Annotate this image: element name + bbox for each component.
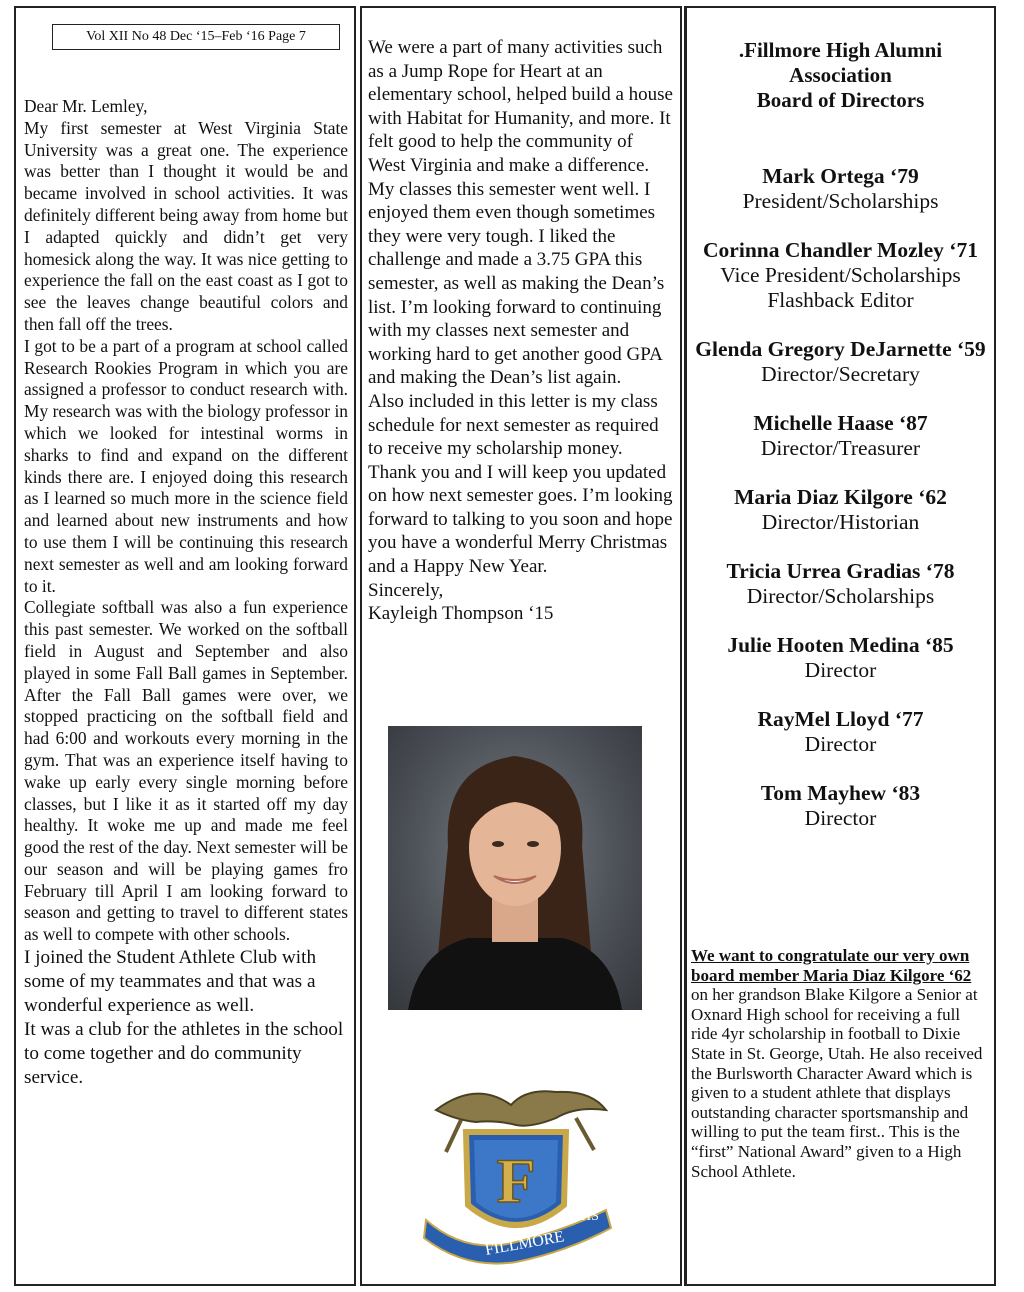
board-member-list: [691, 164, 990, 855]
congrats-body: on her grandson Blake Kilgore a Senior at Oxnard High school for receiving a full ride 4yr scholarship in football to Dixie State in St. George, Utah. He also received the Burlsworth Character Award which is given to a student athlete that displays outstanding character sportsmanship and willing to put the team first.. This is the “first” National Award” given to a High School Athlete.: [691, 985, 983, 1181]
congrats-heading: We want to congratulate our very own board member Maria Diaz Kilgore ‘62: [691, 946, 972, 985]
board-member: [691, 238, 990, 313]
board-member: [691, 485, 990, 535]
member-role: Director: [804, 732, 877, 756]
board-member: [691, 559, 990, 609]
member-role-secondary: Flashback Editor: [767, 288, 914, 312]
congratulations-notice: [691, 946, 990, 1181]
letter-paragraph: My classes this semester went well. I enjoyed them even though sometimes they were very tough. I liked the challenge and made a 3.75 GPA this semester, as well as making the Dean’s list. I’m looking forward to continuing with my classes next semester and working hard to get another good GPA and making the Dean’s list again.: [368, 178, 665, 389]
member-name: Michelle Haase ‘87: [753, 411, 928, 435]
member-name: Corinna Chandler Mozley ‘71: [703, 238, 978, 262]
member-role: Director/Secretary: [761, 362, 920, 386]
crest-initials: HS: [581, 1209, 599, 1224]
crest-banner-text: FILLMORE: [483, 1228, 566, 1259]
letter-paragraph: Collegiate softball was also a fun experience this past semester. We worked on the softball field in August and September and also played in some Fall Ball games in September. After the Fall Ball games were over, we stopped practicing on the softball field and had 6:00 and workouts every morning in the gym. That was an experience itself having to wake up early every single morning before classes, but I like it as it started off my day healthy. It woke me up and made me feel good the rest of the day. Next semester will be our season and will be playing games fro February till April I am looking forward to season and getting to travel to different states as well to compete with other schools.: [24, 597, 348, 945]
member-name: RayMel Lloyd ‘77: [757, 707, 924, 731]
student-portrait-photo: [388, 726, 642, 1010]
letter-body-part2: [368, 36, 674, 626]
letter-paragraph: My first semester at West Virginia State University was a great one. The experience was better than I thought it would be and became involved in school activities. It was definitely different being away from home but I adapted quickly and didn’t get very homesick along the way. It was nice getting to experience the fall on the east coast as I got to see the leaves change beautiful colors and then fall off the trees.: [24, 117, 348, 334]
salutation: Dear Mr. Lemley,: [24, 96, 148, 116]
letter-body-part1: [24, 96, 348, 1090]
board-member: [691, 337, 990, 387]
member-role: Vice President/Scholarships: [720, 263, 961, 287]
board-member: [691, 707, 990, 757]
board-member: [691, 411, 990, 461]
member-role: Director/Historian: [761, 510, 920, 534]
volume-header: Vol XII No 48 Dec ‘15–Feb ‘16 Page 7: [52, 24, 340, 50]
board-title: .Fillmore High Alumni Association Board of Directors: [738, 38, 943, 112]
fillmore-crest-logo: [416, 1070, 616, 1270]
member-role: Director: [804, 806, 877, 830]
member-name: Tricia Urrea Gradias ‘78: [726, 559, 955, 583]
signature: Kayleigh Thompson ‘15: [368, 603, 554, 625]
crest-letter: F: [496, 1145, 536, 1216]
member-name: Mark Ortega ‘79: [762, 164, 919, 188]
letter-column-left: [14, 6, 356, 1286]
member-role: Director/Scholarships: [746, 584, 935, 608]
letter-paragraph: We were a part of many activities such as a Jump Rope for Heart at an elementary school, helped build a house with Habitat for Humanity, and more. It felt good to help the community of West Virginia and make a difference.: [368, 37, 673, 176]
member-role: Director: [804, 658, 877, 682]
member-name: Maria Diaz Kilgore ‘62: [734, 485, 947, 509]
member-name: Glenda Gregory DeJarnette ‘59: [695, 337, 986, 361]
letter-paragraph: Also included in this letter is my class schedule for next semester as required to receive my scholarship money. Thank you and I will keep you updated on how next semester goes. I’m looking forward to talking to you soon and hope you have a wonderful Merry Christmas and a Happy New Year.: [368, 390, 673, 578]
sign-off: Sincerely,: [368, 579, 444, 601]
letter-paragraph: I got to be a part of a program at school called Research Rookies Program in which you are assigned a professor to conduct research with. My research was with the biology professor in which we looked for intestinal worms in sharks to find and expand on the different kinds there are. I enjoyed doing this research as I learned so much more in the science field and learned about new instruments and how to use them I will be continuing this research next semester as well and am looking forward to it.: [24, 335, 348, 596]
member-role: President/Scholarships: [742, 189, 939, 213]
letter-paragraph: It was a club for the athletes in the school to come together and do community service.: [24, 1019, 344, 1089]
board-column: [684, 6, 996, 1286]
member-name: Tom Mayhew ‘83: [760, 781, 921, 805]
board-member: [691, 164, 990, 214]
board-member: [691, 781, 990, 831]
member-role: Director/Treasurer: [760, 436, 921, 460]
board-member: [691, 633, 990, 683]
member-name: Julie Hooten Medina ‘85: [727, 633, 954, 657]
letter-paragraph: I joined the Student Athlete Club with some of my teammates and that was a wonderful experience as well.: [24, 947, 317, 1017]
letter-column-middle: [360, 6, 682, 1286]
